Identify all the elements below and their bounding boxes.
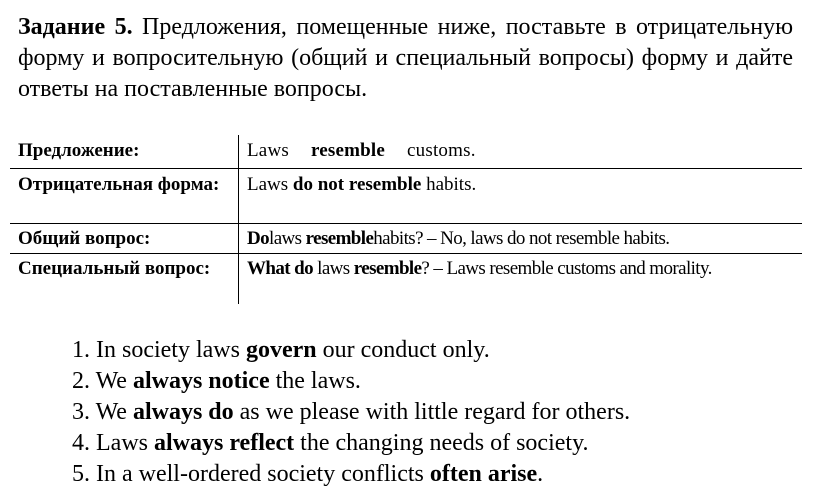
row-value-general-question bbox=[239, 224, 803, 254]
list-item: 3. We always do as we please with little regard for others. bbox=[72, 399, 631, 425]
general-post: habits? – No, laws do not resemble habits. bbox=[373, 228, 670, 249]
special-mid: laws bbox=[317, 258, 350, 279]
table-row-special-question bbox=[10, 254, 802, 305]
row-label-general-question: Общий вопрос: bbox=[10, 224, 239, 254]
special-verb: resemble bbox=[353, 258, 422, 279]
negative-verb: do not resemble bbox=[292, 174, 422, 195]
example-table bbox=[10, 135, 802, 304]
task-title: Задание 5. bbox=[18, 14, 133, 40]
general-aux: Do bbox=[247, 228, 270, 249]
row-value-sentence bbox=[239, 135, 803, 169]
list-item: 4. Laws always reflect the changing needs of society. bbox=[72, 430, 589, 456]
table-row-general-question bbox=[10, 224, 802, 254]
negative-pre: Laws bbox=[247, 174, 289, 195]
list-item: 1. In society laws govern our conduct only. bbox=[72, 337, 490, 363]
task-paragraph bbox=[18, 12, 793, 105]
table-row-negative bbox=[10, 169, 802, 224]
special-post: ? – Laws resemble customs and morality. bbox=[421, 258, 712, 279]
special-wh: What do bbox=[247, 258, 314, 279]
list-item: 5. In a well-ordered society conflicts often arise. bbox=[72, 461, 544, 487]
general-verb: resemble bbox=[305, 228, 374, 249]
row-label-sentence: Предложение: bbox=[10, 135, 239, 169]
task-text: Предложения, помещенные ниже, поставьте в отрицательную форму и вопросительную (общий и специальный вопросы) форму и дайте ответы на поставленные вопросы. bbox=[18, 14, 794, 102]
general-mid: laws bbox=[269, 228, 302, 249]
row-value-negative bbox=[239, 169, 803, 224]
sentence-verb: resemble bbox=[310, 140, 386, 161]
sentence-word-1: Laws bbox=[247, 140, 289, 161]
row-value-special-question bbox=[239, 254, 803, 305]
row-label-negative: Отрицательная форма: bbox=[10, 169, 239, 224]
list-item: 2. We always notice the laws. bbox=[72, 368, 361, 394]
row-label-special-question: Специальный вопрос: bbox=[10, 254, 239, 305]
sentence-list bbox=[72, 335, 630, 490]
table-row-sentence bbox=[10, 135, 802, 169]
negative-post: habits. bbox=[426, 174, 477, 195]
sentence-word-3: customs. bbox=[407, 140, 476, 161]
